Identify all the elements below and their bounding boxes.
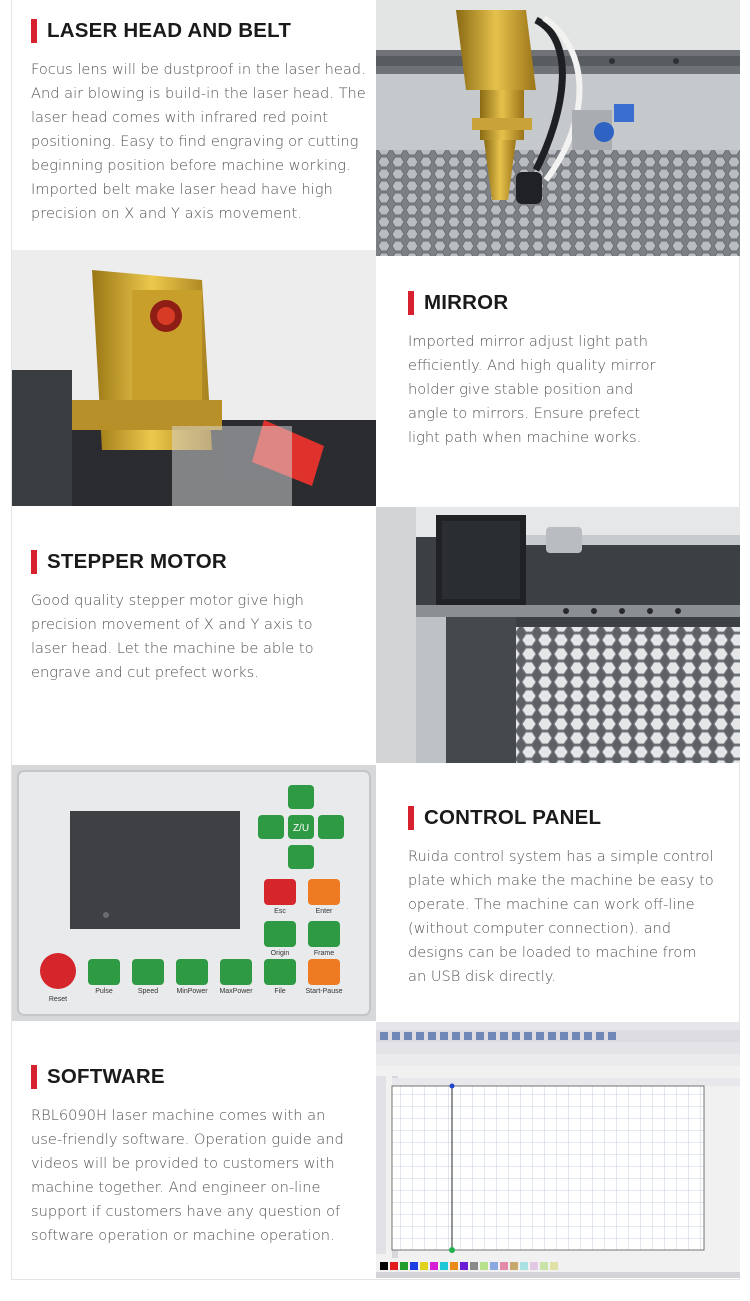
section-description — [31, 1104, 376, 1248]
description-line: light path when machine works. — [408, 429, 642, 446]
section-heading — [31, 1064, 376, 1090]
heading-accent-bar — [408, 806, 414, 830]
section-laser-head — [12, 0, 740, 256]
description-line: designs can be loaded to machine from — [408, 944, 697, 961]
control-panel-photo — [12, 765, 376, 1021]
section-heading — [408, 290, 728, 316]
section-description — [408, 845, 728, 989]
laser-head-photo — [376, 0, 740, 256]
heading-text: CONTROL PANEL — [424, 806, 602, 829]
description-line: Imported mirror adjust light path — [408, 333, 648, 350]
description-line: an USB disk directly. — [408, 968, 556, 985]
svg-text:Frame: Frame — [313, 950, 335, 957]
section-heading — [408, 805, 728, 831]
description-line: Focus lens will be dustproof in the laser head. — [31, 61, 366, 78]
svg-text:MaxPower: MaxPower — [219, 988, 253, 995]
svg-text:Speed: Speed — [137, 988, 159, 995]
heading-text: LASER HEAD AND BELT — [47, 19, 292, 42]
description-line: software operation or machine operation. — [31, 1227, 335, 1244]
description-line: positioning. Easy to find engraving or cutting — [31, 133, 359, 150]
description-line: Ruida control system has a simple control — [408, 848, 714, 865]
heading-accent-bar — [31, 19, 37, 43]
description-line: operate. The machine can work off-line — [408, 896, 695, 913]
description-line: efficiently. And high quality mirror — [408, 357, 656, 374]
control-panel-text-panel — [376, 765, 740, 1021]
heading-accent-bar — [408, 291, 414, 315]
mirror-text-panel — [376, 250, 740, 506]
description-line: Good quality stepper motor give high — [31, 592, 304, 609]
section-heading — [31, 549, 376, 575]
heading-text: STEPPER MOTOR — [47, 550, 227, 573]
stepper-motor-photo — [376, 507, 740, 763]
mirror-photo — [12, 250, 376, 506]
description-line: machine together. And engineer on-line — [31, 1179, 321, 1196]
section-software — [12, 1022, 740, 1278]
description-line: (without computer connection). and — [408, 920, 672, 937]
section-heading — [31, 18, 376, 44]
svg-text:Start-Pause: Start-Pause — [305, 988, 343, 995]
description-line: RBL6090H laser machine comes with an — [31, 1107, 326, 1124]
svg-text:Reset: Reset — [48, 996, 68, 1003]
software-screenshot — [376, 1022, 740, 1278]
description-line: precision movement of X and Y axis to — [31, 616, 313, 633]
svg-text:Origin: Origin — [270, 950, 290, 957]
svg-text:File: File — [274, 988, 286, 995]
description-line: And air blowing is build-in the laser head. The — [31, 85, 366, 102]
description-line: holder give stable position and — [408, 381, 634, 398]
description-line: plate which make the machine be easy to — [408, 872, 714, 889]
description-line: Imported belt make laser head have high — [31, 181, 333, 198]
svg-text:Esc: Esc — [274, 908, 286, 915]
section-mirror — [12, 250, 740, 506]
description-line: angle to mirrors. Ensure prefect — [408, 405, 641, 422]
heading-text: MIRROR — [424, 291, 509, 314]
description-line: laser head comes with infrared red point — [31, 109, 329, 126]
center-key-label: Z/U — [292, 823, 310, 834]
laser-head-text-panel — [12, 0, 376, 256]
svg-text:Enter: Enter — [315, 908, 333, 915]
heading-text: SOFTWARE — [47, 1065, 165, 1088]
description-line: support if customers have any question of — [31, 1203, 341, 1220]
section-stepper-motor — [12, 507, 740, 763]
section-description — [31, 58, 376, 226]
svg-text:MinPower: MinPower — [176, 988, 208, 995]
description-line: laser head. Let the machine be able to — [31, 640, 314, 657]
heading-accent-bar — [31, 1065, 37, 1089]
section-description — [31, 589, 376, 685]
software-text-panel — [12, 1022, 376, 1278]
description-line: precision on X and Y axis movement. — [31, 205, 303, 222]
svg-text:Pulse: Pulse — [95, 988, 113, 995]
heading-accent-bar — [31, 550, 37, 574]
description-line: beginning position before machine working. — [31, 157, 351, 174]
description-line: videos will be provided to customers with — [31, 1155, 335, 1172]
section-description — [408, 330, 728, 450]
description-line: use-friendly software. Operation guide and — [31, 1131, 344, 1148]
stepper-motor-text-panel — [12, 507, 376, 763]
description-line: engrave and cut prefect works. — [31, 664, 259, 681]
section-control-panel — [12, 765, 740, 1021]
